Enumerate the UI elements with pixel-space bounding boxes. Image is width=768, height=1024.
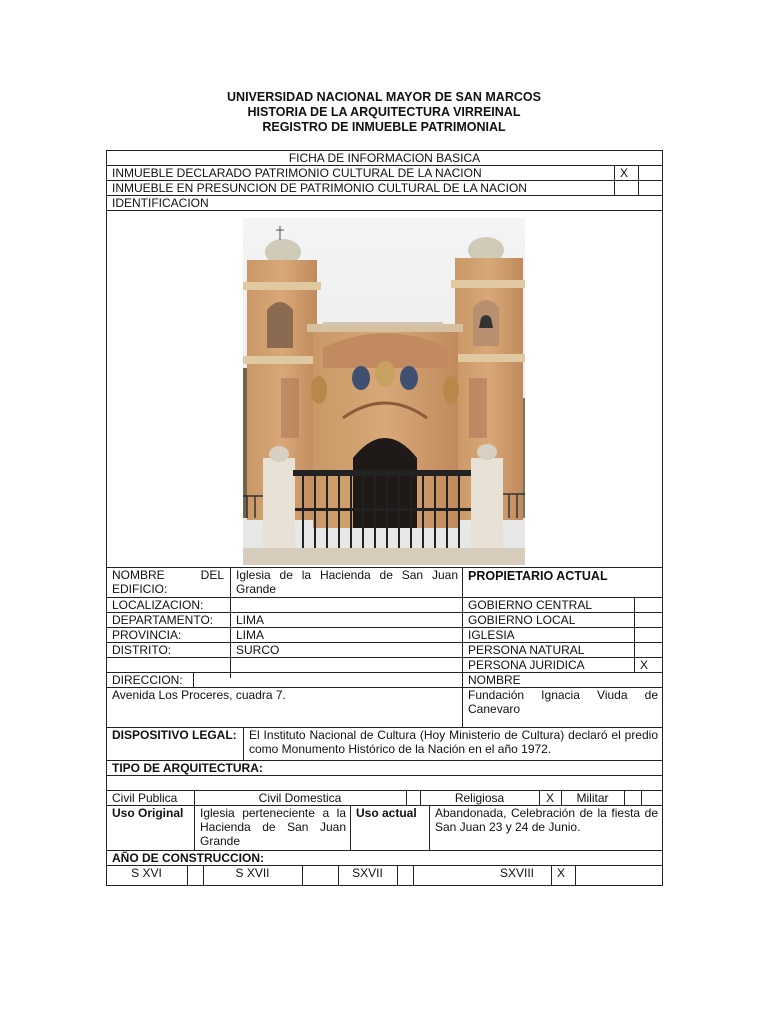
iglesia-label: IGLESIA	[468, 628, 515, 642]
uso-actual-value: Abandonada, Celebración de la fiesta de San Juan 23 y 24 de Junio.	[435, 806, 658, 834]
departamento-value: LIMA	[236, 613, 265, 627]
siglo-xvii-b-label: SXVII	[352, 866, 383, 880]
propietario-actual-heading: PROPIETARIO ACTUAL	[468, 569, 608, 583]
gobierno-local-label: GOBIERNO LOCAL	[468, 613, 576, 627]
declarado-mark: X	[620, 166, 629, 180]
header-university: UNIVERSIDAD NACIONAL MAYOR DE SAN MARCOS	[227, 90, 541, 104]
siglo-xviii-label: SXVIII	[499, 866, 534, 880]
civil-publica-label: Civil Publica	[112, 791, 178, 805]
siglo-xvi-label: S XVI	[131, 866, 162, 880]
localizacion-label: LOCALIZACION:	[112, 598, 204, 612]
header-course: HISTORIA DE LA ARQUITECTURA VIRREINAL	[247, 105, 521, 119]
nombre-edificio-label: NOMBRE DEL EDIFICIO:	[112, 568, 224, 596]
header-registry: REGISTRO DE INMUEBLE PATRIMONIAL	[262, 120, 506, 134]
provincia-label: PROVINCIA:	[112, 628, 182, 642]
religiosa-mark: X	[545, 791, 554, 805]
direccion-label: DIRECCION:	[112, 673, 183, 687]
persona-juridica-label: PERSONA JURIDICA	[468, 658, 585, 672]
ficha-title: FICHA DE INFORMACION BASICA	[288, 151, 481, 165]
uso-original-value: Iglesia perteneciente a la Hacienda de San Juan Grande	[200, 806, 346, 848]
siglo-xvii-label: S XVII	[235, 866, 270, 880]
gobierno-central-label: GOBIERNO CENTRAL	[468, 598, 593, 612]
propietario-nombre-label: NOMBRE	[468, 673, 521, 687]
distrito-value: SURCO	[236, 643, 280, 657]
religiosa-label: Religiosa	[454, 791, 505, 805]
dispositivo-legal-label: DISPOSITIVO LEGAL:	[112, 728, 237, 742]
nombre-edificio-value: Iglesia de la Hacienda de San Juan Grande	[236, 568, 458, 596]
persona-juridica-mark: X	[640, 658, 649, 672]
dispositivo-legal-value: El Instituto Nacional de Cultura (Hoy Ministerio de Cultura) declaró el predio como Monumento Histórico de la Nación en el año 1972.	[249, 728, 658, 756]
civil-domestica-label: Civil Domestica	[258, 791, 342, 805]
persona-natural-label: PERSONA NATURAL	[468, 643, 585, 657]
anio-construccion-heading: AÑO DE CONSTRUCCION:	[112, 851, 264, 865]
declarado-label: INMUEBLE DECLARADO PATRIMONIO CULTURAL DE LA NACION	[112, 166, 482, 180]
uso-actual-label: Uso actual	[356, 806, 417, 820]
identificacion-label: IDENTIFICACION	[112, 196, 209, 210]
presuncion-label: INMUEBLE EN PRESUNCION DE PATRIMONIO CULTURAL DE LA NACION	[112, 181, 527, 195]
tipo-arquitectura-heading: TIPO DE ARQUITECTURA:	[112, 761, 263, 775]
departamento-label: DEPARTAMENTO:	[112, 613, 214, 627]
provincia-value: LIMA	[236, 628, 265, 642]
uso-original-label: Uso Original	[112, 806, 184, 820]
propietario-nombre-value: Fundación Ignacia Viuda de Canevaro	[468, 688, 658, 716]
distrito-label: DISTRITO:	[112, 643, 172, 657]
church-facade-photo	[243, 218, 525, 565]
siglo-xviii-mark: X	[557, 866, 566, 880]
direccion-value: Avenida Los Proceres, cuadra 7.	[112, 688, 286, 702]
militar-label: Militar	[576, 791, 609, 805]
